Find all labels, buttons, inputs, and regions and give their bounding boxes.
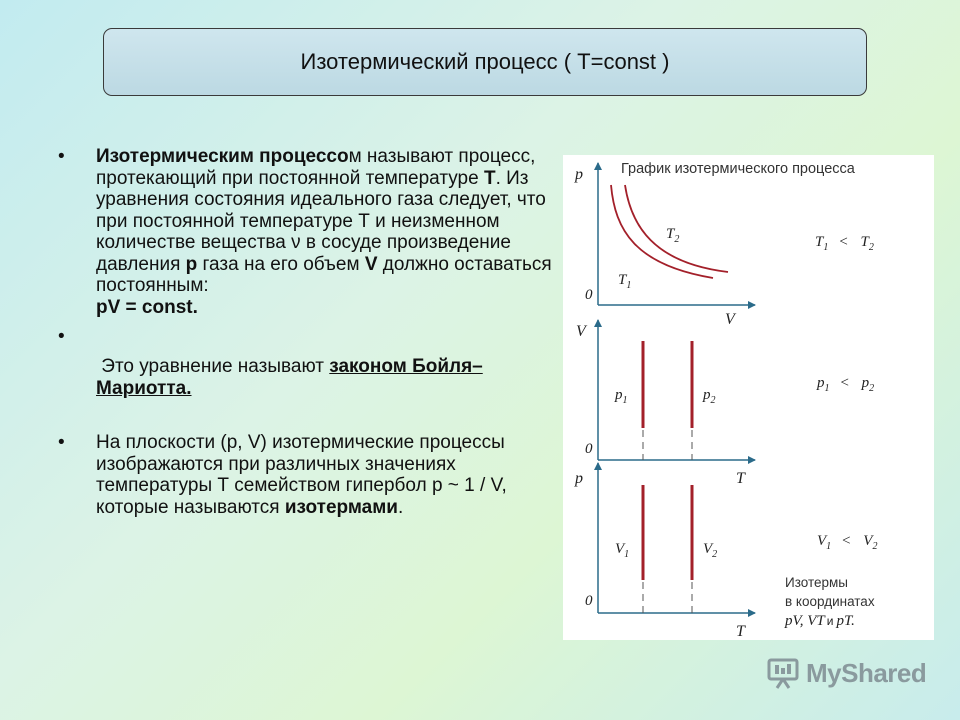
line-label-v2: $V_2$ xyxy=(703,541,718,560)
curve-label-t2: $T_2$ xyxy=(666,226,680,245)
relation-p1-lt-p2: $p_1 < p_2$ xyxy=(817,375,875,394)
panel1-x-label: V xyxy=(725,311,735,328)
myshared-watermark xyxy=(766,655,926,691)
watermark-text: MyShared xyxy=(806,657,927,688)
definition-text-2: . Из уравнения состояния идеального газа следует, что при постоянной температуре Т и неизменном количестве вещества ν в сосуде произведение давления xyxy=(96,167,546,275)
note-line-1: Изотермы xyxy=(785,575,848,590)
note-line-2: в координатах xyxy=(785,594,875,609)
panel3-origin: 0 xyxy=(585,593,593,609)
definition-bold-term: Изотермическим процессо xyxy=(96,146,349,167)
definition-bold-t: Т xyxy=(483,167,496,189)
formula-pv-const: pV = const. xyxy=(96,296,198,318)
curve-label-t1: $T_1$ xyxy=(618,272,632,291)
line-label-p1: $p_1$ xyxy=(615,387,628,406)
bullet-definition xyxy=(58,146,558,318)
presentation-board-icon xyxy=(766,656,800,690)
isotherm-graphs-svg xyxy=(563,155,934,640)
isotherm-curve-t1 xyxy=(611,185,713,278)
isotherm-curve-t2 xyxy=(625,185,728,272)
bullet-isotherms xyxy=(58,432,558,518)
law-statement xyxy=(58,356,558,399)
panel2-origin: 0 xyxy=(585,441,593,457)
law-intro-text: Это уравнение называют xyxy=(101,356,330,377)
isotherms-text: На плоскости (p, V) изотермические процессы изображаются при различных значениях температуры Т семейством гипербол p ~ 1 / V, которые называются xyxy=(96,432,507,518)
definition-bold-p: р xyxy=(185,253,198,275)
isotherm-graphs-figure xyxy=(563,155,934,640)
definition-text-3: газа на его объем xyxy=(197,253,365,275)
line-label-p2: $p_2$ xyxy=(703,387,716,406)
bullet-empty xyxy=(58,326,558,348)
bullet-dot: • xyxy=(58,432,65,453)
definition-bold-v: V xyxy=(364,253,378,275)
panel1-y-label: p xyxy=(575,166,583,183)
relation-v1-lt-v2: $V_1 < V_2$ xyxy=(817,533,878,552)
text-column xyxy=(58,146,558,518)
figure-title: График изотермического процесса xyxy=(621,161,855,177)
isotherms-period: . xyxy=(397,496,404,518)
relation-t1-lt-t2: $T_1 < T_2$ xyxy=(815,234,874,253)
definition-text-4: должно оставаться постоянным: xyxy=(96,253,552,296)
law-name: законом Бойля–Мариотта. xyxy=(96,356,483,399)
bullet-dot: • xyxy=(58,146,65,167)
bullet-dot: • xyxy=(58,326,65,347)
slide-title: Изотермический процесс ( T=const ) xyxy=(300,49,670,74)
panel2-y-label: V xyxy=(576,323,586,340)
isotherms-bold-term: изотермами xyxy=(284,496,398,518)
panel3-x-label: T xyxy=(736,623,745,640)
panel3-y-label: p xyxy=(575,470,583,487)
definition-text-1: м называют процесс, протекающий при постоянной температуре xyxy=(96,146,536,189)
line-label-v1: $V_1$ xyxy=(615,541,630,560)
slide-title-box xyxy=(103,28,867,96)
panel1-origin: 0 xyxy=(585,287,593,303)
panel2-x-label: T xyxy=(736,470,745,487)
note-line-3: pV, VT и pT. xyxy=(785,613,855,629)
